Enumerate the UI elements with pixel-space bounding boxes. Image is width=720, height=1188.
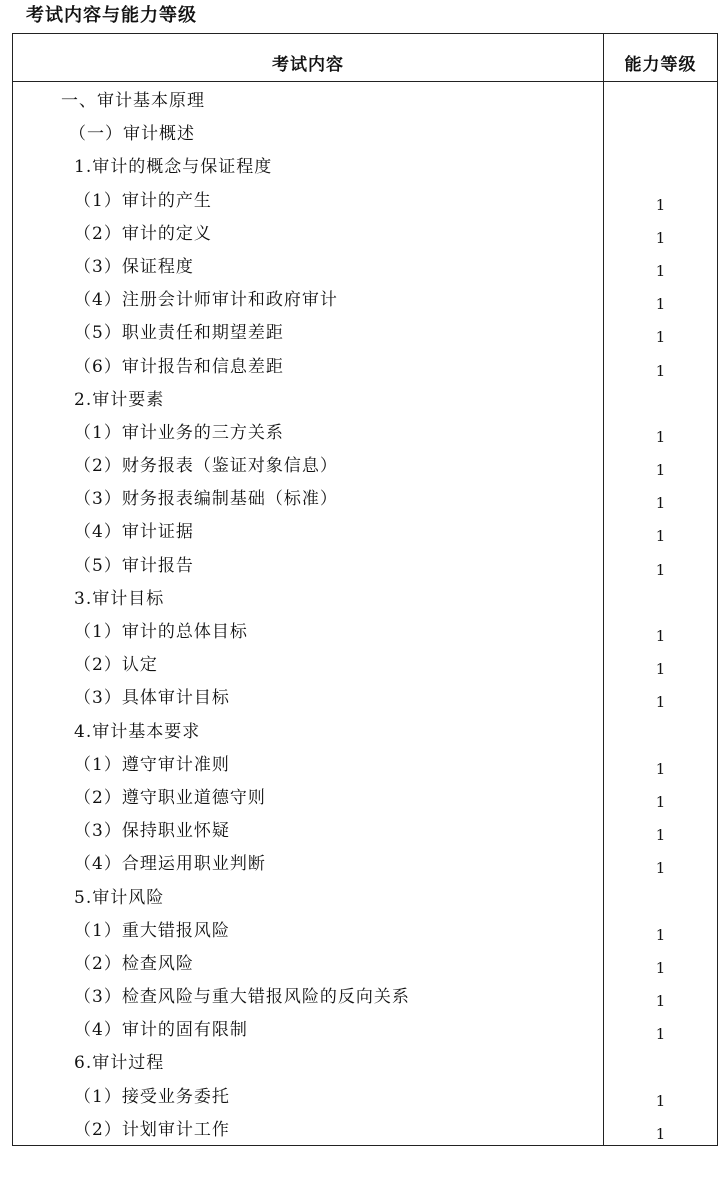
table-row (13, 184, 717, 217)
table-row (13, 84, 717, 117)
row-ability-level: 1 (655, 195, 666, 214)
table-row (13, 615, 717, 648)
table-row (13, 482, 717, 515)
row-ability-level: 1 (655, 859, 666, 878)
table-row (13, 914, 717, 947)
table-row (13, 549, 717, 582)
row-content-text: （2）审计的定义 (74, 223, 212, 244)
row-content-text: （6）审计报告和信息差距 (74, 356, 284, 377)
row-content-text: （3）具体审计目标 (74, 688, 230, 709)
row-content-text: （4）合理运用职业判断 (74, 854, 266, 875)
row-content-text: （1）遵守审计准则 (74, 754, 230, 775)
row-content-text: （5）审计报告 (74, 555, 194, 576)
row-content-text: （4）注册会计师审计和政府审计 (74, 290, 338, 311)
table-row (13, 416, 717, 449)
row-content-text: （2）检查风险 (74, 953, 194, 974)
row-content-text: （1）重大错报风险 (74, 920, 230, 941)
table-row (13, 748, 717, 781)
exam-content-table (12, 33, 718, 1146)
table-row (13, 681, 717, 714)
table-row (13, 847, 717, 880)
row-content-text: （5）职业责任和期望差距 (74, 323, 284, 344)
row-content-text: （2）财务报表（鉴证对象信息） (74, 456, 338, 477)
row-ability-level: 1 (655, 261, 666, 280)
row-content-text: 一、审计基本原理 (61, 91, 205, 111)
row-ability-level: 1 (655, 494, 666, 513)
row-ability-level: 1 (655, 826, 666, 845)
table-row (13, 217, 717, 250)
row-content-text: 1.审计的概念与保证程度 (74, 157, 273, 178)
row-content-text: 2.审计要素 (74, 389, 165, 410)
row-content-text: （3）保证程度 (74, 256, 194, 277)
row-content-text: （2）计划审计工作 (74, 1119, 230, 1140)
row-ability-level: 1 (655, 693, 666, 712)
table-row (13, 582, 717, 615)
row-ability-level: 1 (655, 461, 666, 480)
table-row (13, 781, 717, 814)
row-ability-level: 1 (655, 527, 666, 546)
row-content-text: （2）遵守职业道德守则 (74, 787, 266, 808)
row-content-text: （3）财务报表编制基础（标准） (74, 489, 338, 510)
row-content-text: 4.审计基本要求 (74, 721, 201, 742)
table-header-row (13, 34, 717, 82)
row-ability-level: 1 (655, 560, 666, 579)
table-row (13, 150, 717, 183)
table-row (13, 648, 717, 681)
header-ability-level: 能力等级 (624, 55, 697, 75)
table-row (13, 250, 717, 283)
row-content-text: （1）审计的产生 (74, 190, 212, 211)
table-body (13, 84, 717, 1146)
row-ability-level: 1 (655, 295, 666, 314)
row-ability-level: 1 (655, 1124, 666, 1143)
row-ability-level: 1 (655, 925, 666, 944)
row-ability-level: 1 (655, 328, 666, 347)
row-ability-level: 1 (655, 427, 666, 446)
row-ability-level: 1 (655, 1091, 666, 1110)
row-ability-level: 1 (655, 627, 666, 645)
row-ability-level: 1 (655, 1025, 666, 1044)
row-content-text: 5.审计风险 (74, 887, 165, 908)
table-row (13, 947, 717, 980)
table-row (13, 715, 717, 748)
header-exam-content: 考试内容 (272, 55, 344, 75)
table-row (13, 350, 717, 383)
table-row (13, 515, 717, 548)
row-content-text: （3）保持职业怀疑 (74, 821, 230, 842)
row-content-text: （4）审计证据 (74, 522, 194, 543)
row-ability-level: 1 (655, 792, 666, 811)
table-row (13, 383, 717, 416)
row-ability-level: 1 (655, 992, 666, 1011)
row-ability-level: 1 (655, 361, 666, 380)
table-row (13, 316, 717, 349)
document-title: 考试内容与能力等级 (26, 5, 197, 26)
table-row (13, 117, 717, 150)
row-content-text: （1）接受业务委托 (74, 1086, 230, 1107)
table-row (13, 283, 717, 316)
row-content-text: （4）审计的固有限制 (74, 1020, 248, 1041)
table-row (13, 1113, 717, 1146)
table-row (13, 1013, 717, 1046)
row-ability-level: 1 (655, 958, 666, 977)
row-content-text: （1）审计的总体目标 (74, 622, 248, 642)
row-content-text: 6.审计过程 (74, 1053, 165, 1074)
row-content-text: （2）认定 (74, 655, 158, 676)
table-row (13, 814, 717, 847)
table-row (13, 881, 717, 914)
table-row (13, 1080, 717, 1113)
row-ability-level: 1 (655, 660, 666, 679)
row-content-text: 3.审计目标 (74, 588, 165, 609)
row-content-text: （一）审计概述 (69, 124, 195, 145)
row-content-text: （1）审计业务的三方关系 (74, 422, 284, 443)
table-row (13, 1046, 717, 1079)
row-ability-level: 1 (655, 759, 666, 778)
row-content-text: （3）检查风险与重大错报风险的反向关系 (74, 987, 410, 1008)
table-row (13, 449, 717, 482)
table-row (13, 980, 717, 1013)
row-ability-level: 1 (655, 228, 666, 247)
